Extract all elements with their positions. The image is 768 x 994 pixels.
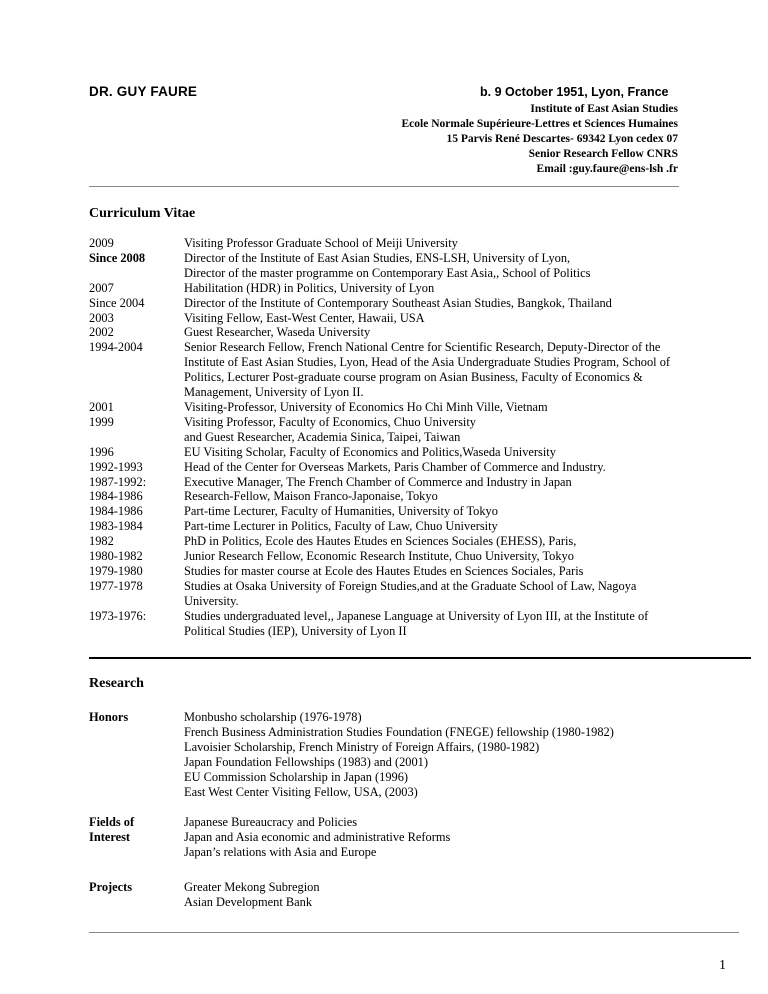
affiliation-block	[402, 102, 678, 177]
cv-entry	[89, 340, 729, 400]
cv-entry-year: 1982	[89, 534, 114, 549]
birth-info: b. 9 October 1951, Lyon, France	[480, 85, 669, 99]
page-number: 1	[719, 958, 726, 973]
cv-entry-line: University.	[184, 593, 239, 608]
cv-entry-line: Executive Manager, The French Chamber of Commerce and Industry in Japan	[184, 474, 572, 489]
research-section-label: Fields of Interest	[89, 815, 135, 844]
cv-entry-line: Institute of East Asian Studies, Lyon, Head of the Asia Undergraduate Studies Program, School of	[184, 355, 671, 370]
divider	[89, 186, 679, 187]
cv-entry-line: Studies at Osaka University of Foreign Studies,and at the Graduate School of Law, Nagoya	[184, 578, 637, 593]
cv-entry	[89, 400, 729, 415]
cv-entry	[89, 489, 729, 504]
cv-entry-list	[89, 236, 729, 638]
cv-entry-year: 1973-1976:	[89, 608, 147, 623]
cv-entry	[89, 579, 729, 609]
cv-entry-line: Research-Fellow, Maison Franco-Japonaise, Tokyo	[184, 489, 438, 504]
cv-entry-line: Junior Research Fellow, Economic Research Institute, Chuo University, Tokyo	[184, 549, 574, 564]
cv-entry-line: Director of the Institute of Contemporary Southeast Asian Studies, Bangkok, Thailand	[184, 295, 612, 310]
cv-entry-line: Political Studies (IEP), University of Lyon II	[184, 623, 407, 638]
cv-entry	[89, 460, 729, 475]
cv-entry	[89, 311, 729, 326]
research-section-title: Research	[89, 676, 144, 691]
cv-entry-line: Politics, Lecturer Post-graduate course program on Asian Business, Faculty of Economics &	[184, 370, 643, 385]
affiliation-line: 15 Parvis René Descartes- 69342 Lyon cedex 07	[446, 133, 678, 145]
cv-entry-text	[184, 236, 729, 251]
affiliation-line: Senior Research Fellow CNRS	[528, 148, 678, 160]
cv-entry-line: Part-time Lecturer, Faculty of Humanities, University of Tokyo	[184, 504, 498, 519]
cv-entry-line: PhD in Politics, Ecole des Hautes Etudes en Sciences Sociales (EHESS), Paris,	[184, 534, 577, 549]
research-section-text	[184, 815, 729, 860]
research-line: Japan and Asia economic and administrative Reforms	[184, 830, 451, 844]
cv-entry-text	[184, 519, 729, 534]
cv-entry	[89, 564, 729, 579]
affiliation-line: Ecole Normale Supérieure-Lettres et Sciences Humaines	[401, 118, 678, 130]
cv-entry	[89, 325, 729, 340]
cv-entry	[89, 519, 729, 534]
cv-entry-year: 1996	[89, 444, 114, 459]
research-section	[89, 710, 729, 800]
cv-entry-line: Studies undergraduated level,, Japanese Language at University of Lyon III, at the Institute of	[184, 608, 649, 623]
research-line: East West Center Visiting Fellow, USA, (2003)	[184, 785, 418, 799]
research-section-text	[184, 880, 729, 910]
cv-entry-text	[184, 564, 729, 579]
cv-entry-line: Director of the Institute of East Asian Studies, ENS-LSH, University of Lyon,	[184, 250, 571, 265]
research-line: Monbusho scholarship (1976-1978)	[184, 710, 362, 724]
research-section-label: Projects	[89, 880, 133, 894]
cv-entry-year: 1994-2004	[89, 340, 143, 355]
cv-entry-year: 1999	[89, 414, 114, 429]
cv-entry-text	[184, 325, 729, 340]
cv-entry-year: 2003	[89, 310, 114, 325]
cv-entry-line: Head of the Center for Overseas Markets, Paris Chamber of Commerce and Industry.	[184, 459, 606, 474]
cv-entry-text	[184, 311, 729, 326]
cv-entry-text	[184, 534, 729, 549]
cv-entry-text	[184, 400, 729, 415]
research-section	[89, 815, 729, 860]
email-line: Email :guy.faure@ens-lsh .fr	[536, 163, 678, 175]
cv-entry-year: 2009	[89, 236, 114, 250]
cv-entry-text	[184, 549, 729, 564]
affiliation-line: Institute of East Asian Studies	[530, 103, 678, 115]
research-line: French Business Administration Studies Foundation (FNEGE) fellowship (1980-1982)	[184, 725, 614, 739]
cv-entry-text	[184, 281, 729, 296]
cv-entry	[89, 251, 729, 281]
cv-entry	[89, 549, 729, 564]
cv-entry-line: Part-time Lecturer in Politics, Faculty of Law, Chuo University	[184, 519, 498, 534]
research-line: Asian Development Bank	[184, 895, 313, 909]
cv-entry-year: 1980-1982	[89, 549, 143, 564]
research-line: EU Commission Scholarship in Japan (1996)	[184, 770, 409, 784]
research-section-text	[184, 710, 729, 800]
research-section	[89, 880, 729, 910]
cv-entry-line: Senior Research Fellow, French National Centre for Scientific Research, Deputy-Director of the	[184, 340, 661, 355]
research-line: Japanese Bureaucracy and Policies	[184, 815, 358, 829]
cv-entry	[89, 534, 729, 549]
cv-entry-line: EU Visiting Scholar, Faculty of Economics and Politics,Waseda University	[184, 444, 556, 459]
cv-entry-text	[184, 340, 729, 400]
cv-entry-line: Guest Researcher, Waseda University	[184, 325, 371, 340]
cv-entry-year: 1984-1986	[89, 504, 143, 519]
cv-entry	[89, 475, 729, 490]
cv-entry-year: 1977-1978	[89, 578, 143, 593]
cv-entry-year: Since 2008	[89, 250, 146, 265]
cv-entry-line: and Guest Researcher, Academia Sinica, Taipei, Taiwan	[184, 429, 461, 444]
cv-entry-text	[184, 445, 729, 460]
cv-entry-text	[184, 415, 729, 445]
cv-entry	[89, 445, 729, 460]
cv-entry-line: Habilitation (HDR) in Politics, University of Lyon	[184, 280, 435, 295]
cv-section-title: Curriculum Vitae	[89, 206, 196, 221]
cv-entry-year: 1984-1986	[89, 489, 143, 504]
cv-entry-line: Director of the master programme on Contemporary East Asia,, School of Politics	[184, 265, 591, 280]
cv-entry-line: Visiting Fellow, East-West Center, Hawaii, USA	[184, 310, 425, 325]
cv-entry-year: 1983-1984	[89, 519, 143, 534]
cv-entry-line: Visiting Professor, Faculty of Economics, Chuo University	[184, 414, 476, 429]
cv-entry-text	[184, 609, 729, 639]
cv-entry-year: 1987-1992:	[89, 474, 147, 489]
cv-owner-name: DR. GUY FAURE	[89, 84, 198, 99]
cv-entry-year: 1992-1993	[89, 459, 143, 474]
cv-entry	[89, 281, 729, 296]
cv-entry-line: Studies for master course at Ecole des Hautes Etudes en Sciences Sociales, Paris	[184, 563, 584, 578]
cv-entry-text	[184, 579, 729, 609]
cv-entry	[89, 609, 729, 639]
cv-entry-text	[184, 296, 729, 311]
research-line: Japan Foundation Fellowships (1983) and (2001)	[184, 755, 429, 769]
cv-entry-line: Visiting-Professor, University of Economics Ho Chi Minh Ville, Vietnam	[184, 399, 548, 414]
cv-entry-text	[184, 504, 729, 519]
cv-entry	[89, 236, 729, 251]
research-line: Greater Mekong Subregion	[184, 880, 320, 894]
cv-entry-year: 2002	[89, 325, 114, 340]
cv-entry-year: 2001	[89, 399, 114, 414]
cv-entry-text	[184, 489, 729, 504]
cv-entry-year: 2007	[89, 280, 114, 295]
research-section-label: Honors	[89, 710, 129, 724]
cv-entry-year: Since 2004	[89, 295, 145, 310]
divider	[89, 657, 751, 659]
cv-entry-year: 1979-1980	[89, 563, 143, 578]
cv-entry	[89, 415, 729, 445]
cv-entry-text	[184, 251, 729, 281]
cv-entry-line: Visiting Professor Graduate School of Meiji University	[184, 236, 458, 250]
cv-entry	[89, 296, 729, 311]
cv-entry	[89, 504, 729, 519]
research-line: Japan’s relations with Asia and Europe	[184, 845, 377, 859]
research-section-list	[89, 710, 729, 920]
cv-entry-text	[184, 460, 729, 475]
research-line: Lavoisier Scholarship, French Ministry of Foreign Affairs, (1980-1982)	[184, 740, 540, 754]
divider	[89, 932, 739, 933]
cv-entry-line: Management, University of Lyon II.	[184, 385, 364, 400]
cv-entry-text	[184, 475, 729, 490]
